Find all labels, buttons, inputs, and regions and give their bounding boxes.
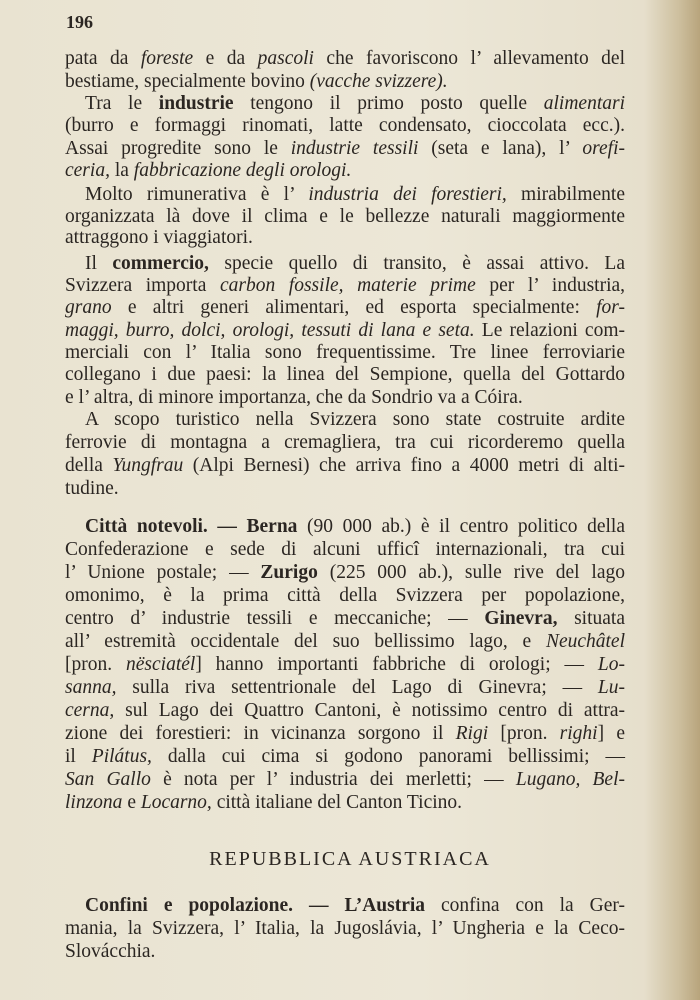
text-run: [pron. (65, 654, 126, 675)
text-line (65, 700, 625, 722)
text-line (65, 769, 625, 791)
italic-text: Yungfrau (112, 455, 184, 476)
text-run: attraggono i viaggiatori. (65, 227, 253, 248)
bold-text: Ginevra, (484, 608, 558, 629)
italic-text: Rigi (455, 723, 489, 744)
text-run: A scopo turistico nella Svizzera sono state costruite ardite (85, 409, 625, 430)
text-run: zione dei forestieri: in vicinanza sorgono il (65, 723, 456, 744)
text-run: bestiame, specialmente bovino (65, 71, 310, 92)
text-run: la (109, 160, 134, 181)
text-line (85, 895, 625, 917)
italic-text: industrie tessili (290, 138, 419, 159)
italic-text: maggi, burro, dolci, orologi, tessuti di lana e seta. (65, 320, 475, 341)
italic-text: foreste (140, 48, 194, 69)
text-line (65, 677, 625, 699)
text-run: (burro e formaggi rinomati, latte condensato, cioccolata ecc.). (65, 115, 625, 136)
italic-text: Lo- (597, 654, 625, 675)
text-run: Tra le (85, 93, 159, 114)
text-line (65, 206, 625, 228)
text-run: specie quello di transito, è assai attivo. La (208, 253, 625, 274)
text-run: della (65, 455, 113, 476)
text-run: dalla cui cima si godono panorami bellissimi; — (151, 746, 625, 767)
italic-text: industria dei forestieri, (308, 184, 507, 205)
text-line (65, 297, 625, 319)
text-run: (90 000 ab.) è il centro politico della (297, 516, 626, 537)
text-run: Il (85, 253, 113, 274)
text-line (65, 631, 625, 653)
text-run: ] hanno importanti fabbriche di orologi; — (195, 654, 598, 675)
text-line (65, 432, 625, 454)
italic-text: alimentari (543, 93, 625, 114)
text-line (65, 48, 625, 70)
italic-text: San Gallo (65, 769, 151, 790)
text-line (85, 184, 625, 206)
text-line (65, 342, 625, 364)
text-run: [pron. (488, 723, 560, 744)
bold-text: commercio, (112, 253, 209, 274)
text-run: mirabilmente (506, 184, 625, 205)
text-run: Assai progredite sono le (65, 138, 291, 159)
text-run: pata da (65, 48, 141, 69)
text-line (85, 253, 625, 275)
text-run: sul Lago dei Quattro Cantoni, è notissimo centro di attra- (114, 700, 625, 721)
text-run: Molto rimunerativa è l’ (85, 184, 309, 205)
text-line (65, 115, 625, 137)
bold-text: Confini e popolazione. — L’Austria (85, 895, 426, 916)
text-run: (Alpi Bernesi) che arriva fino a 4000 metri di alti- (183, 455, 625, 476)
page-number: 196 (66, 12, 93, 32)
text-run: ] e (597, 723, 625, 744)
text-run: ferrovie di montagna a cremagliera, tra cui ricorderemo quella (65, 432, 625, 453)
bold-text: Zurigo (260, 562, 318, 583)
italic-text: Neuchâtel (545, 631, 625, 652)
text-line (85, 516, 625, 538)
text-line (65, 654, 625, 676)
text-line (65, 275, 625, 297)
text-run: collegano i due paesi: la linea del Sempione, quella del Gottardo (65, 364, 625, 385)
italic-text: sanna, (65, 677, 117, 698)
text-line (65, 320, 625, 342)
text-run: situata (557, 608, 625, 629)
text-line (65, 478, 625, 500)
text-line (65, 746, 625, 768)
text-run: Slovácchia. (65, 941, 156, 962)
italic-text: Pilátus, (91, 746, 152, 767)
italic-text: carbon fossile, materie prime (219, 275, 476, 296)
italic-text: grano (65, 297, 112, 318)
text-run: è nota per l’ industria dei merletti; — (150, 769, 516, 790)
text-line (65, 562, 625, 584)
text-run: Confederazione e sede di alcuni ufficî internazionali, tra cui (65, 539, 625, 560)
text-run: all’ estremità occidentale del suo bellissimo lago, e (65, 631, 546, 652)
italic-text: Lu- (597, 677, 625, 698)
italic-text: (vacche svizzere). (309, 71, 448, 92)
text-line (65, 585, 625, 607)
text-line (65, 387, 625, 409)
section-title: REPUBBLICA AUSTRIACA (209, 848, 491, 870)
text-run: confina con la Ger- (425, 895, 625, 916)
text-line (65, 918, 625, 940)
text-run: e (122, 792, 141, 813)
italic-text: righi (559, 723, 598, 744)
text-line (65, 71, 625, 93)
text-line (65, 455, 625, 477)
text-line (65, 138, 625, 160)
text-run: organizzata là dove il clima e le bellezze naturali maggiormente (65, 206, 625, 227)
text-line (65, 539, 625, 561)
text-run: (seta e lana), l’ (418, 138, 583, 159)
italic-text: Lugano, Bel- (515, 769, 626, 790)
text-line (65, 160, 625, 182)
text-run: il (65, 746, 92, 767)
text-run: l’ Unione postale; — (65, 562, 261, 583)
text-line (65, 364, 625, 386)
text-run: (225 000 ab.), sulle rive del lago (317, 562, 625, 583)
text-run: città italiane del Canton Ticino. (211, 792, 463, 813)
italic-text: orefi- (582, 138, 625, 159)
text-run: sulla riva settentrionale del Lago di Ginevra; — (116, 677, 598, 698)
text-run: tudine. (65, 478, 119, 499)
text-line (85, 93, 625, 115)
bold-text: Città notevoli. — Berna (85, 516, 298, 537)
text-line (65, 608, 625, 630)
text-run: centro d’ industrie tessili e meccaniche; — (65, 608, 485, 629)
italic-text: pascoli (257, 48, 314, 69)
text-run: Svizzera importa (65, 275, 220, 296)
italic-text: linzona (65, 792, 123, 813)
text-run: Le relazioni com- (474, 320, 625, 341)
text-run: che favoriscono l’ allevamento del (313, 48, 625, 69)
italic-text: nësciatél (126, 654, 196, 675)
text-line (65, 941, 625, 963)
text-run: tengono il primo posto quelle (233, 93, 544, 114)
text-run: merciali con l’ Italia sono frequentissime. Tre linee ferroviarie (65, 342, 625, 363)
italic-text: cerna, (65, 700, 115, 721)
text-run: e da (193, 48, 258, 69)
text-run: e altri generi alimentari, ed esporta specialmente: (111, 297, 597, 318)
text-line (65, 227, 625, 249)
bold-text: industrie (158, 93, 234, 114)
italic-text: fabbricazione degli orologi. (133, 160, 352, 181)
italic-text: ceria, (65, 160, 110, 181)
text-run: mania, la Svizzera, l’ Italia, la Jugoslávia, l’ Ungheria e la Ceco- (65, 918, 625, 939)
italic-text: for- (596, 297, 625, 318)
italic-text: Locarno, (140, 792, 212, 813)
text-run: omonimo, è la prima città della Svizzera per popolazione, (65, 585, 625, 606)
text-line (65, 723, 625, 745)
text-line (65, 792, 625, 814)
text-run: per l’ industria, (475, 275, 626, 296)
text-line (85, 409, 625, 431)
text-run: e l’ altra, di minore importanza, che da Sondrio va a Cóira. (65, 387, 523, 408)
